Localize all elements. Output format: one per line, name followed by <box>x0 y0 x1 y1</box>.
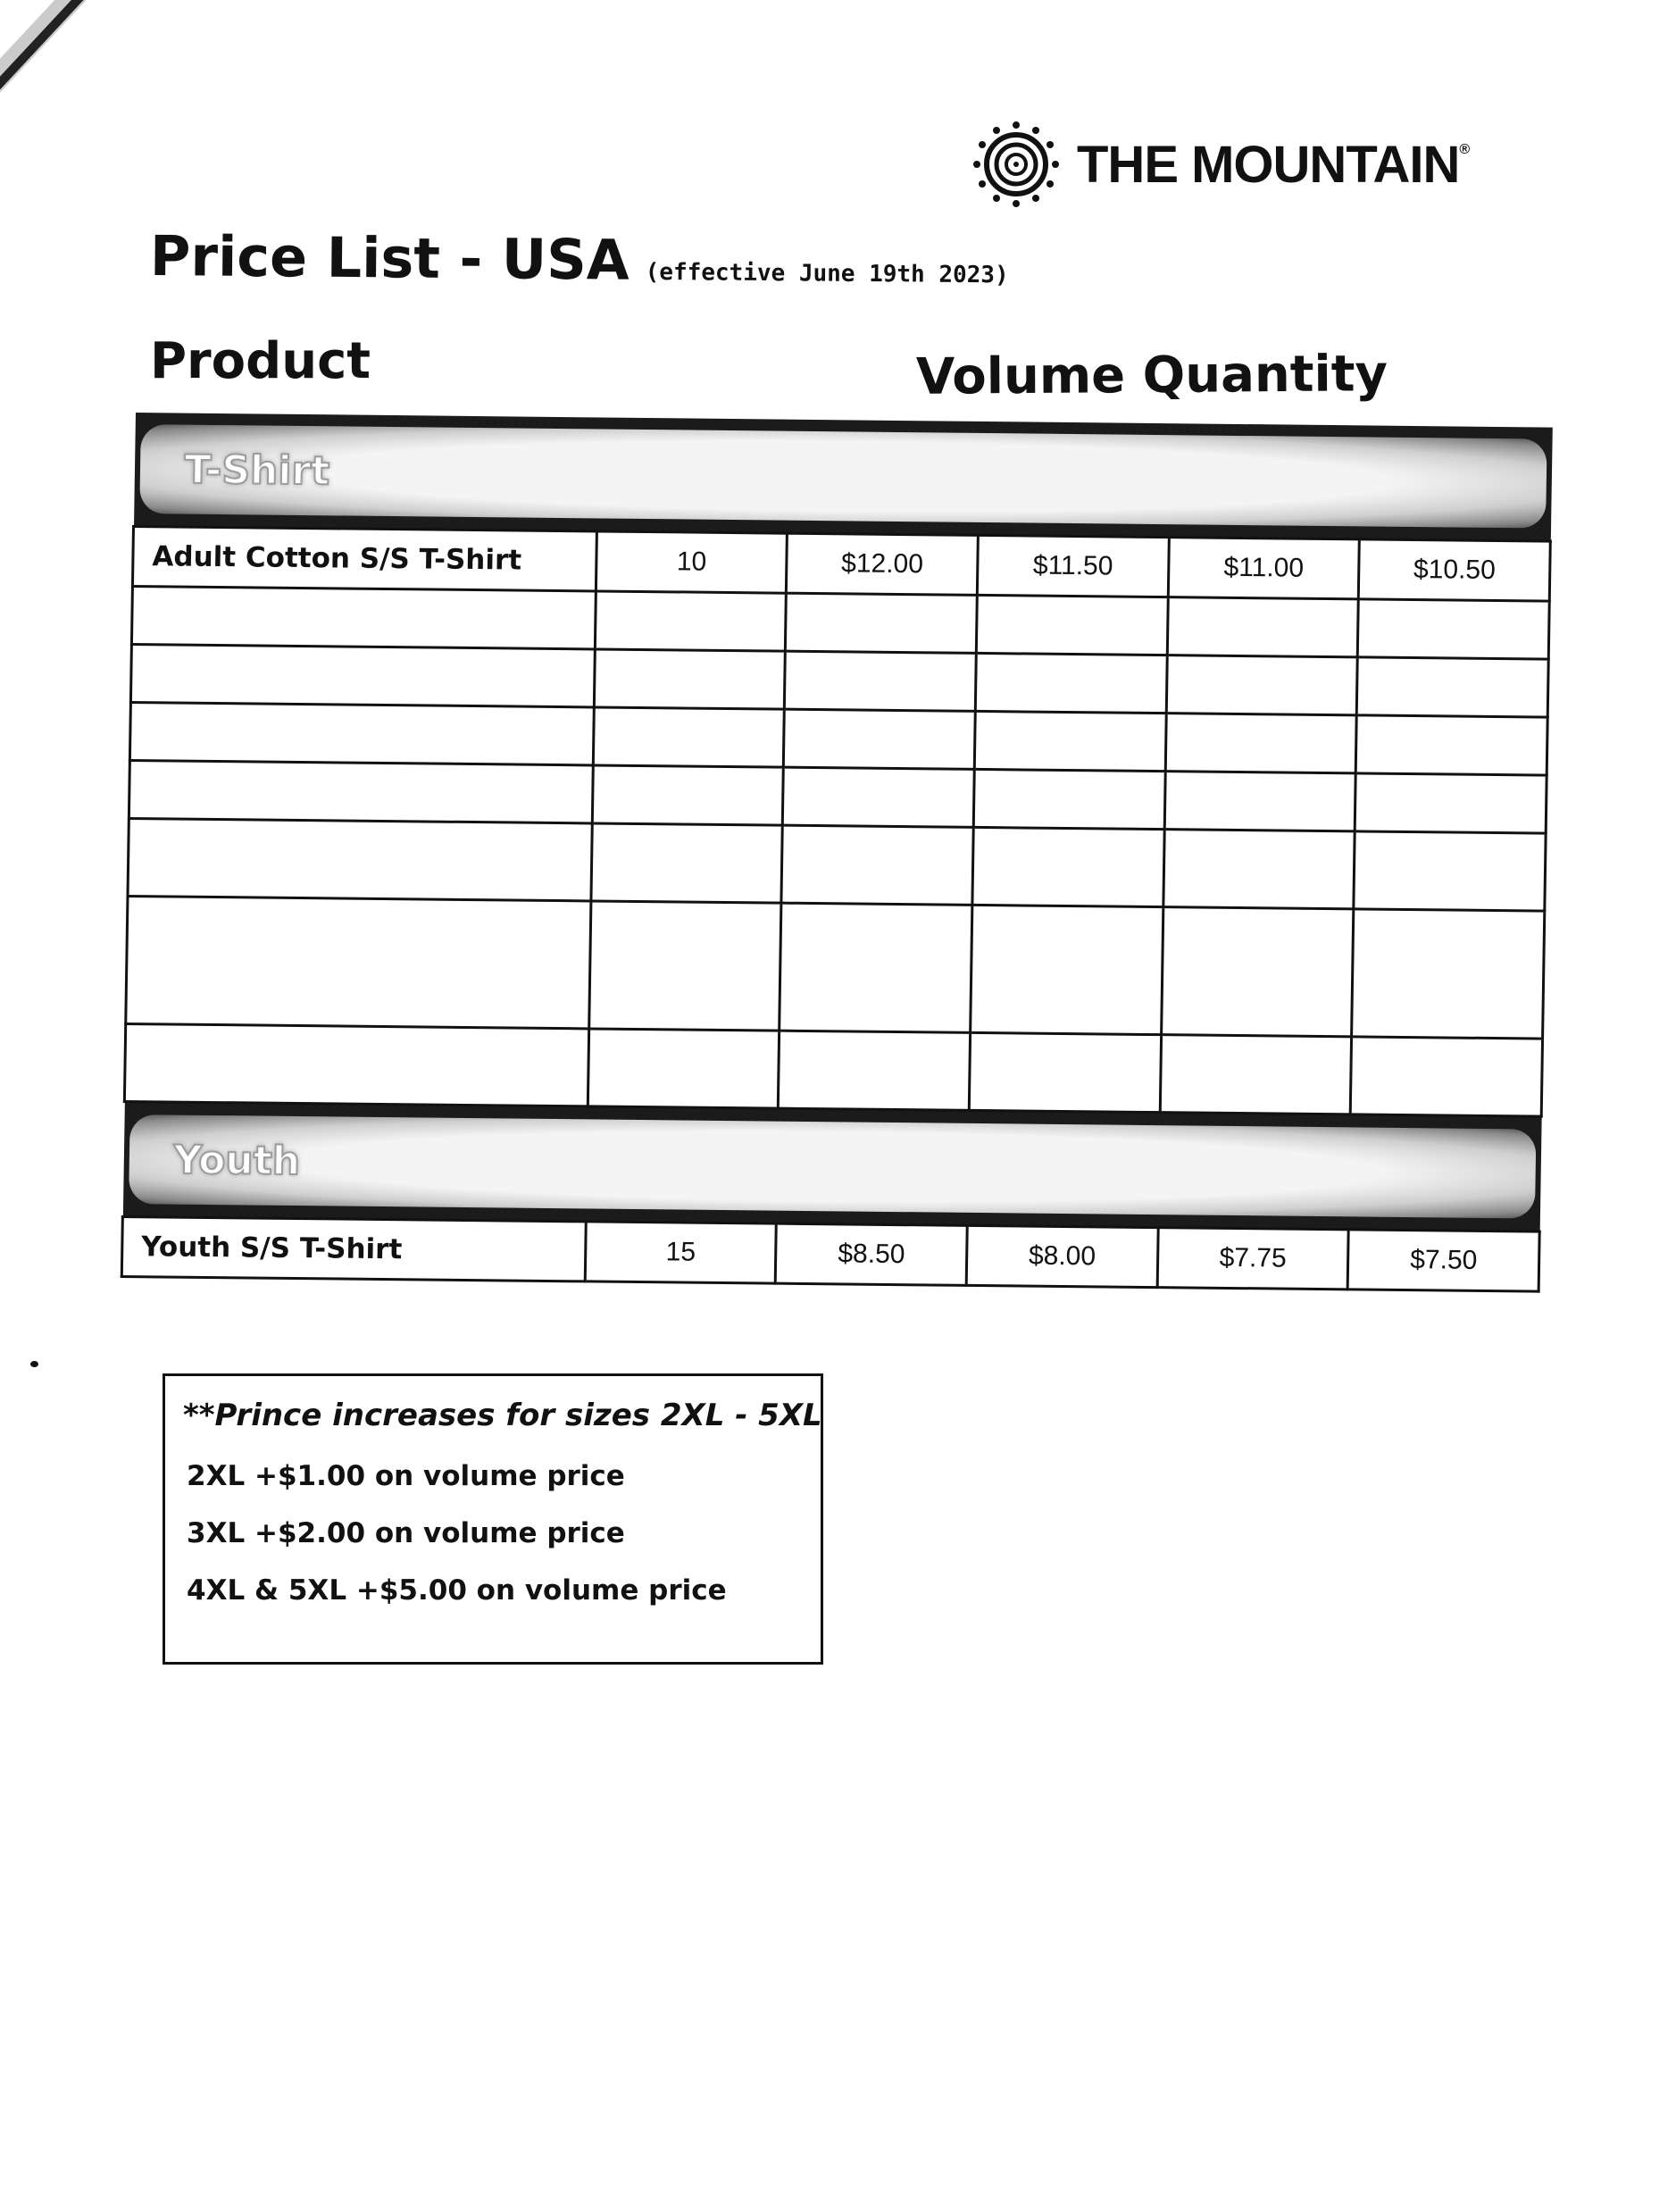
scan-edge-shadow <box>0 0 304 132</box>
banner-column-label <box>1187 480 1366 481</box>
title-block <box>150 223 1009 296</box>
empty-row <box>128 818 1546 911</box>
banner-column-label <box>828 476 1007 478</box>
size-surcharge-note <box>163 1373 823 1665</box>
price-cell: $11.50 <box>977 535 1169 597</box>
product-name: Youth S/S T-Shirt <box>121 1216 586 1281</box>
banner-column-label <box>1355 1172 1535 1173</box>
brand-name: THE MOUNTAIN® <box>1077 135 1470 194</box>
banner-column-label <box>638 1164 817 1166</box>
note-line: 3XL +$2.00 on volume price <box>187 1517 625 1549</box>
price-cell: $12.00 <box>787 533 979 595</box>
note-line: 2XL +$1.00 on volume price <box>187 1460 625 1492</box>
page-title: Price List - USA <box>149 223 630 293</box>
price-cell: $8.50 <box>776 1223 968 1285</box>
min-quantity: 10 <box>596 531 788 593</box>
price-cell: $7.75 <box>1157 1228 1349 1290</box>
empty-row <box>126 896 1545 1039</box>
price-cell: $7.50 <box>1347 1230 1539 1291</box>
section-label: T-Shirt <box>184 447 330 494</box>
section-label: Youth <box>172 1137 301 1184</box>
banner-column-label <box>1366 481 1546 483</box>
price-cell: $8.00 <box>966 1225 1158 1287</box>
sun-spiral-icon <box>971 120 1061 209</box>
empty-row <box>124 1023 1542 1116</box>
banner-column-label <box>817 1166 996 1168</box>
min-quantity: 15 <box>585 1222 777 1283</box>
product-heading: Product <box>150 332 371 390</box>
section-banner-youth <box>122 1101 1541 1231</box>
banner-column-label <box>1007 478 1187 480</box>
price-cell: $10.50 <box>1359 539 1551 601</box>
price-cell: $11.00 <box>1168 538 1360 599</box>
scan-speck <box>30 1361 38 1367</box>
note-line: 4XL & 5XL +$5.00 on volume price <box>187 1574 727 1607</box>
product-name: Adult Cotton S/S T-Shirt <box>132 527 596 591</box>
brand-header <box>971 120 1469 209</box>
section-banner-tshirt <box>133 413 1552 541</box>
banner-column-label <box>648 474 828 476</box>
price-table <box>121 413 1554 1293</box>
volume-quantity-heading: Volume Quantity <box>915 345 1388 406</box>
note-title: **Prince increases for sizes 2XL - 5XL <box>183 1398 822 1433</box>
banner-column-label <box>1176 1170 1355 1172</box>
effective-date: (effective June 19th 2023) <box>645 258 1009 289</box>
banner-column-label <box>996 1168 1176 1170</box>
